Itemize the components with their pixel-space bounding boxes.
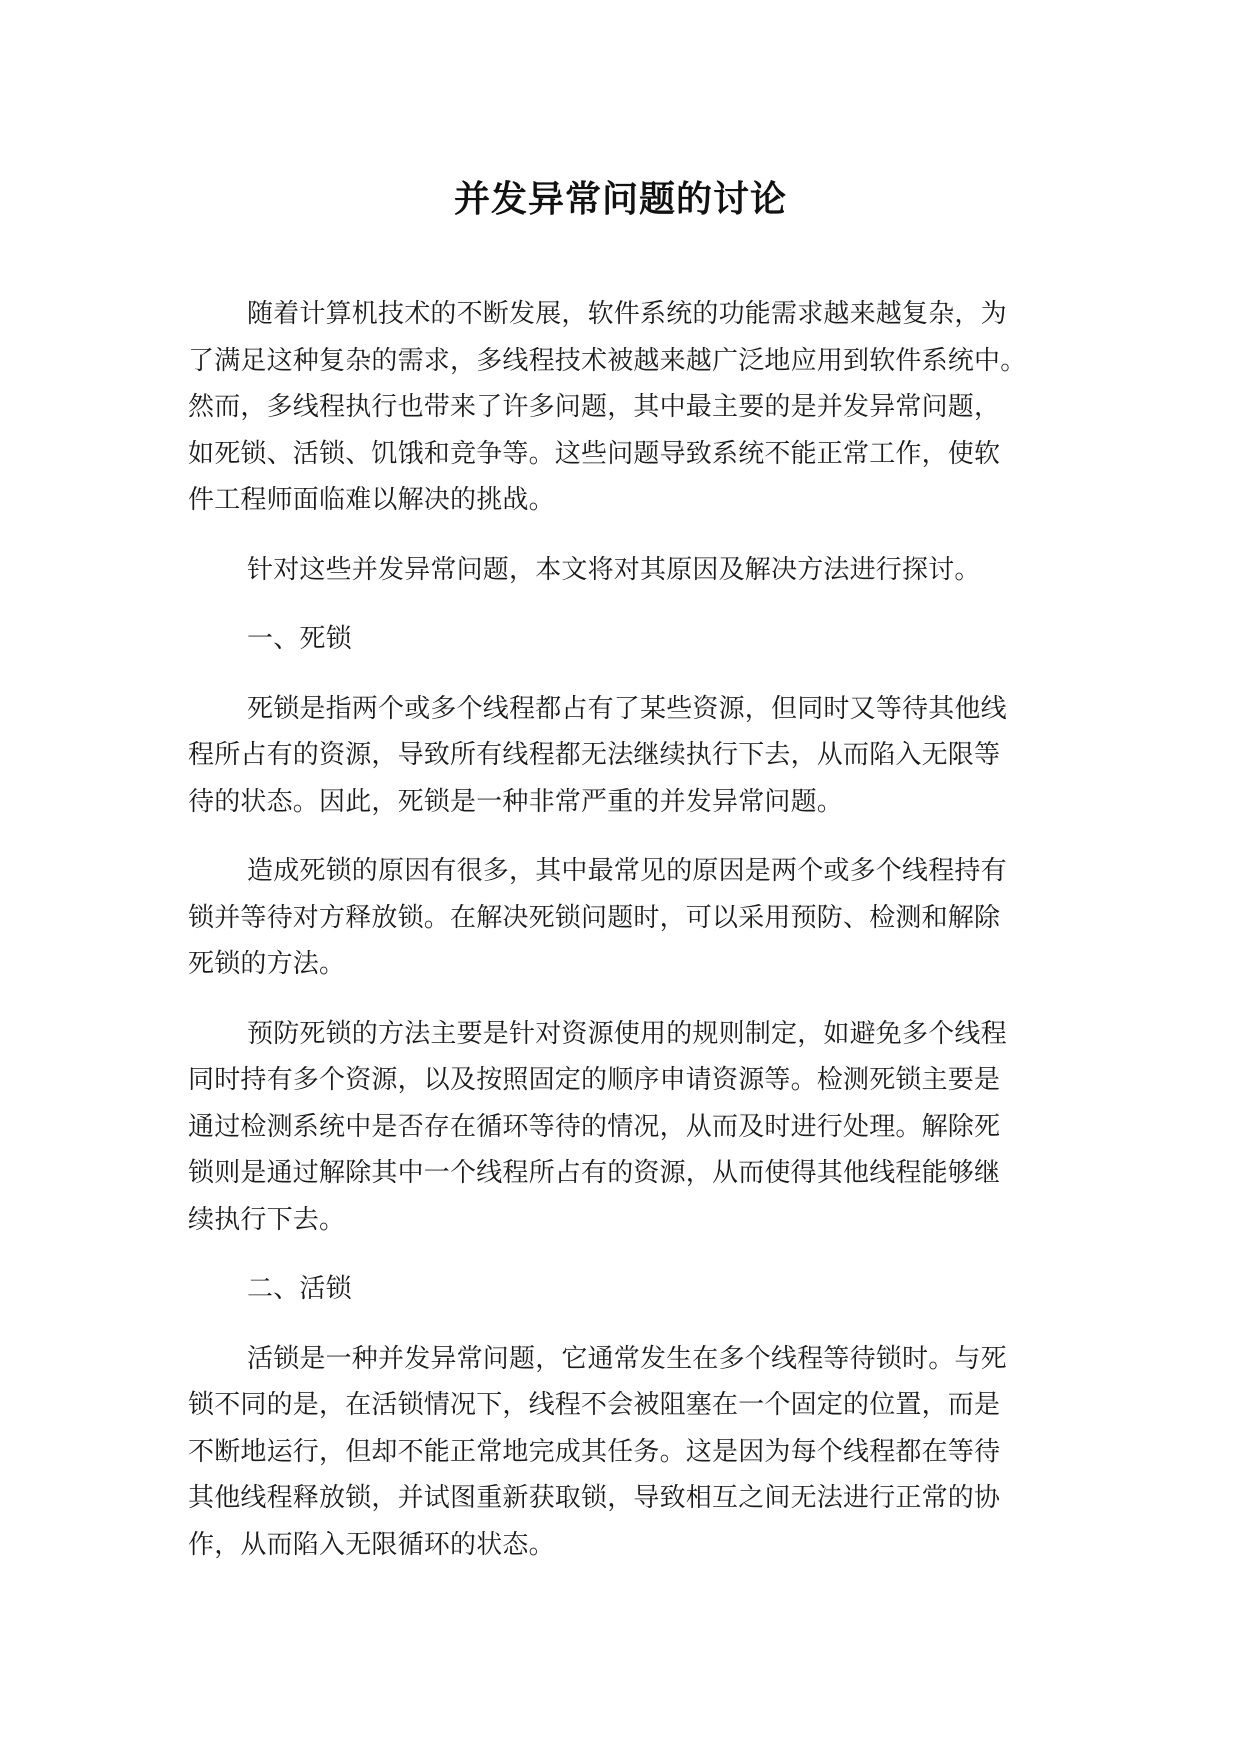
paragraph-line: 死锁的方法。: [188, 949, 346, 979]
paragraph-line: 造成死锁的原因有很多，其中最常见的原因是两个或多个线程持有: [247, 856, 1007, 886]
paragraph-line: 了满足这种复杂的需求，多线程技术被越来越广泛地应用到软件系统中。: [188, 345, 1027, 376]
paragraph: [188, 616, 1058, 663]
paragraph-line: 其他线程释放锁，并试图重新获取锁，导致相互之间无法进行正常的协: [188, 1483, 1001, 1513]
paragraph-line: 针对这些并发异常问题，本文将对其原因及解决方法进行探讨。: [247, 554, 981, 585]
paragraph: [188, 1336, 1058, 1569]
paragraph-line: 待的状态。因此，死锁是一种非常严重的并发异常问题。: [188, 786, 844, 817]
paragraph-line: 程所占有的资源，导致所有线程都无法继续执行下去，从而陷入无限等: [188, 740, 1001, 770]
paragraph: [188, 1266, 1058, 1313]
paragraph-line: 通过检测系统中是否存在循环等待的情况，从而及时进行处理。解除死: [188, 1111, 1001, 1142]
paragraph: [188, 686, 1058, 826]
paragraph: [188, 547, 1058, 594]
paragraph-line: 死锁是指两个或多个线程都占有了某些资源，但同时又等待其他线: [247, 693, 1007, 724]
paragraph-line: 活锁是一种并发异常问题，它通常发生在多个线程等待锁时。与死: [247, 1343, 1007, 1374]
paragraph: [188, 1011, 1058, 1244]
paragraph: [188, 291, 1058, 524]
paragraph-line: 锁并等待对方释放锁。在解决死锁问题时，可以采用预防、检测和解除: [188, 902, 1001, 933]
document-title: 并发异常问题的讨论: [453, 179, 787, 220]
document-body: [188, 291, 1058, 1591]
paragraph-line: 不断地运行，但却不能正常地完成其任务。这是因为每个线程都在等待: [188, 1436, 1001, 1467]
paragraph: [188, 848, 1058, 988]
paragraph-line: 预防死锁的方法主要是针对资源使用的规则制定，如避免多个线程: [247, 1018, 1007, 1049]
paragraph-line: 锁不同的是，在活锁情况下，线程不会被阻塞在一个固定的位置，而是: [188, 1390, 1001, 1420]
paragraph-line: 件工程师面临难以解决的挑战。: [188, 485, 555, 515]
paragraph-line: 作，从而陷入无限循环的状态。: [188, 1529, 555, 1560]
paragraph-line: 同时持有多个资源，以及按照固定的顺序申请资源等。检测死锁主要是: [188, 1065, 1001, 1095]
paragraph-line: 随着计算机技术的不断发展，软件系统的功能需求越来越复杂，为: [247, 299, 1007, 329]
paragraph-line: 如死锁、活锁、饥饿和竞争等。这些问题导致系统不能正常工作，使软: [188, 438, 1001, 469]
paragraph-line: 然而，多线程执行也带来了许多问题，其中最主要的是并发异常问题，: [188, 392, 1001, 422]
paragraph-line: 一、死锁: [247, 624, 352, 654]
paragraph-line: 二、活锁: [247, 1274, 352, 1304]
paragraph-line: 续执行下去。: [188, 1204, 346, 1235]
paragraph-line: 锁则是通过解除其中一个线程所占有的资源，从而使得其他线程能够继: [188, 1158, 1001, 1188]
